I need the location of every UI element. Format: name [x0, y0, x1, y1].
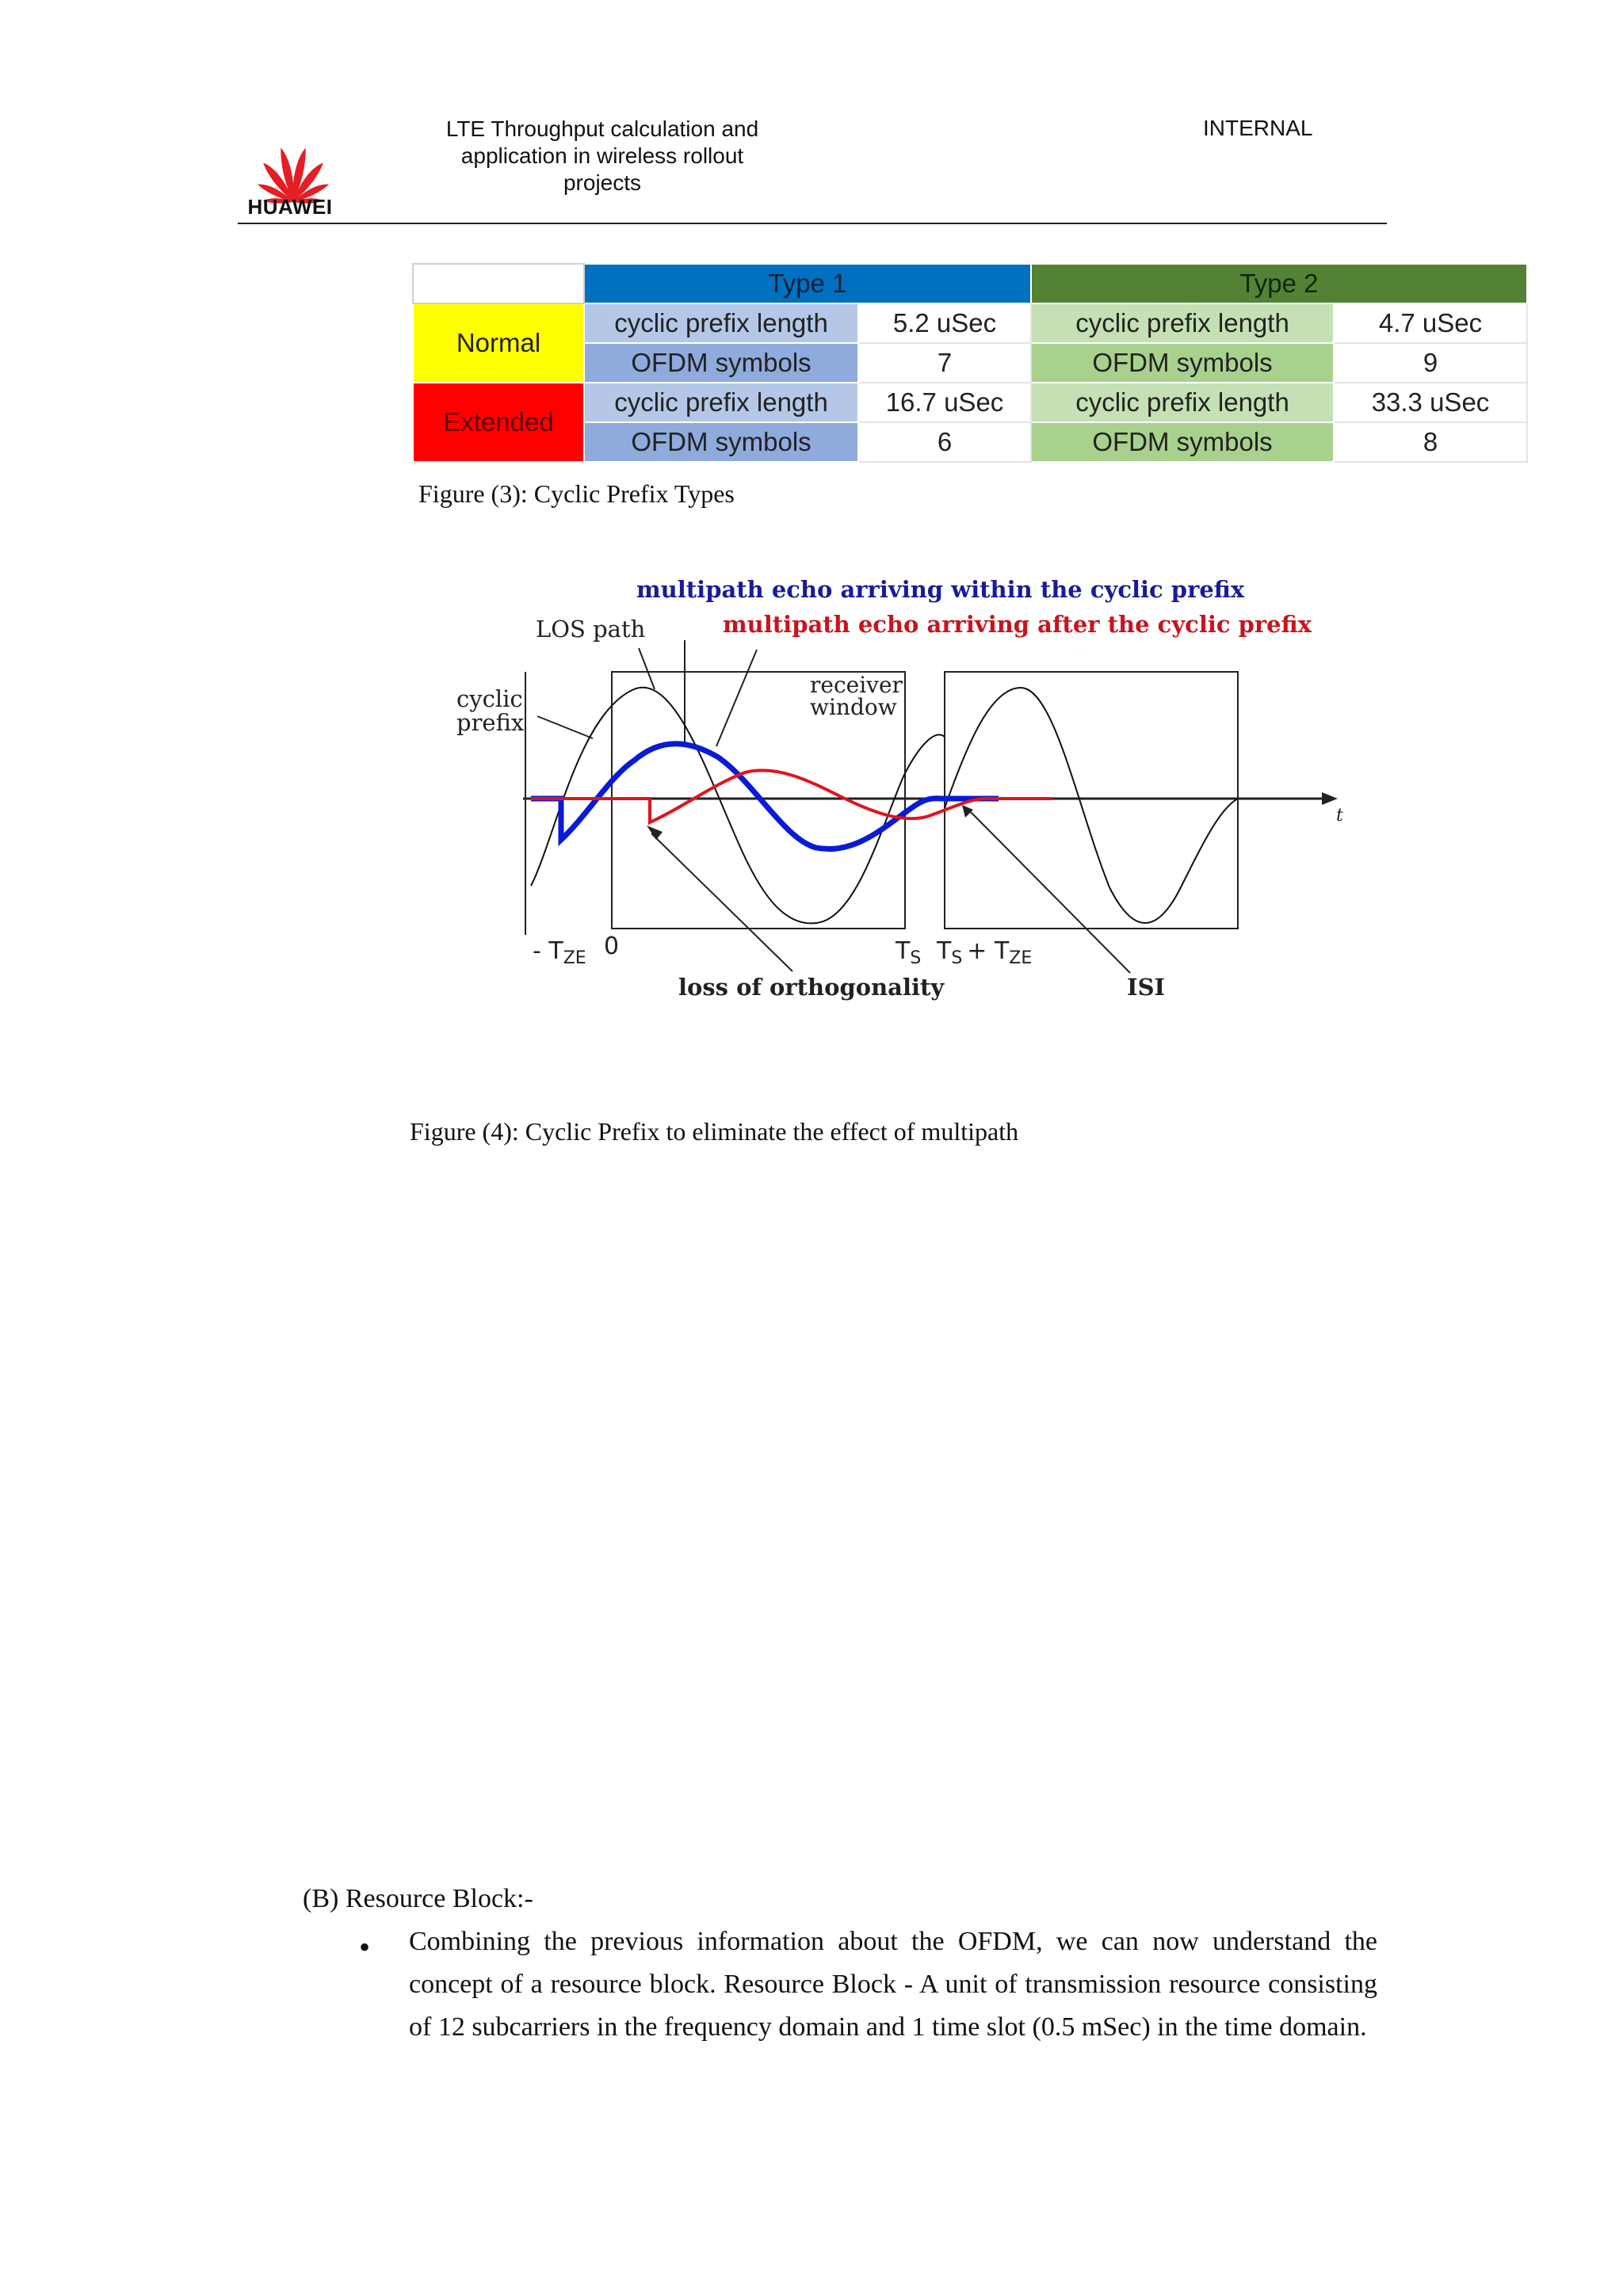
- pointer-loss: [651, 833, 792, 971]
- title-red: multipath echo arriving after the cyclic prefix: [723, 611, 1312, 638]
- table-cell: 6: [858, 422, 1031, 462]
- tick-ts-plus-tze: $T_S + T_{ZE}$: [937, 937, 1033, 968]
- normal-mode-cell: Normal: [413, 303, 584, 383]
- table-cell: OFDM symbols: [584, 422, 858, 462]
- blue-echo-waveform: [531, 744, 999, 849]
- cyclic-prefix-diagram: [444, 570, 1363, 1014]
- window-label: window: [810, 694, 897, 720]
- huawei-wordmark: HUAWEI: [247, 195, 333, 219]
- table-cell: 16.7 uSec: [858, 383, 1031, 422]
- figure4-caption: Figure (4): Cyclic Prefix to eliminate the effect of multipath: [410, 1117, 1019, 1146]
- table-cell: cyclic prefix length: [1031, 303, 1334, 343]
- table-cell: 33.3 uSec: [1334, 383, 1527, 422]
- pointer-cyclic-prefix: [537, 716, 593, 738]
- document-title: LTE Throughput calculation and application in wireless rollout projects: [445, 116, 759, 195]
- table-cell: cyclic prefix length: [584, 303, 858, 343]
- table-cell: OFDM symbols: [584, 343, 858, 383]
- table-cell: 4.7 uSec: [1334, 303, 1527, 343]
- cyclic-label: cyclic: [456, 685, 523, 712]
- resource-block-paragraph: Combining the previous information about the OFDM, we can now understand the concept of a resource block. Resource Block - A unit of transmission resource consisting of 12 subcarriers in the frequency domain and 1 time slot (0.5 mSec) in the time domain.: [409, 1927, 1377, 2042]
- pointer-red-title: [716, 650, 757, 746]
- title-blue: multipath echo arriving within the cyclic prefix: [636, 576, 1245, 603]
- next-symbol-waveform: [945, 688, 1238, 923]
- table-cell: OFDM symbols: [1031, 343, 1334, 383]
- table-cell: 8: [1334, 422, 1527, 462]
- cyclic-prefix-table: [412, 263, 1528, 463]
- table-cell: cyclic prefix length: [1031, 383, 1334, 422]
- t-axis-label: t: [1336, 806, 1343, 826]
- table-cell: cyclic prefix length: [584, 383, 858, 422]
- los-path-label: LOS path: [536, 616, 646, 643]
- table-row: [413, 383, 1527, 422]
- table-cell: 9: [1334, 343, 1527, 383]
- tick-minus-tze: - $T_{ZE}$: [533, 937, 586, 968]
- figure3-caption: Figure (3): Cyclic Prefix Types: [418, 479, 735, 508]
- tick-zero: 0: [604, 933, 620, 960]
- prefix-label: prefix: [456, 709, 525, 736]
- isi-arrowhead: [962, 805, 973, 818]
- table-cell: 5.2 uSec: [858, 303, 1031, 343]
- table-header-row: [413, 264, 1527, 303]
- table-cell: OFDM symbols: [1031, 422, 1334, 462]
- extended-mode-cell: Extended: [413, 383, 584, 462]
- bullet-marker: •: [359, 1929, 371, 1965]
- classification-label: INTERNAL: [1203, 116, 1313, 140]
- table-row: [413, 303, 1527, 343]
- type2-header: Type 2: [1031, 264, 1527, 303]
- pointer-los: [639, 648, 655, 689]
- receiver-label: receiver: [810, 672, 903, 698]
- type1-header: Type 1: [584, 264, 1031, 303]
- time-axis-arrow: [1322, 792, 1338, 805]
- isi-label: ISI: [1127, 974, 1166, 1001]
- table-corner: [413, 264, 584, 303]
- tick-ts: $T_S$: [896, 937, 922, 968]
- header-divider: [238, 223, 1387, 224]
- section-heading: (B) Resource Block:-: [303, 1884, 533, 1913]
- loss-orthogonality-label: loss of orthogonality: [678, 974, 945, 1001]
- table-cell: 7: [858, 343, 1031, 383]
